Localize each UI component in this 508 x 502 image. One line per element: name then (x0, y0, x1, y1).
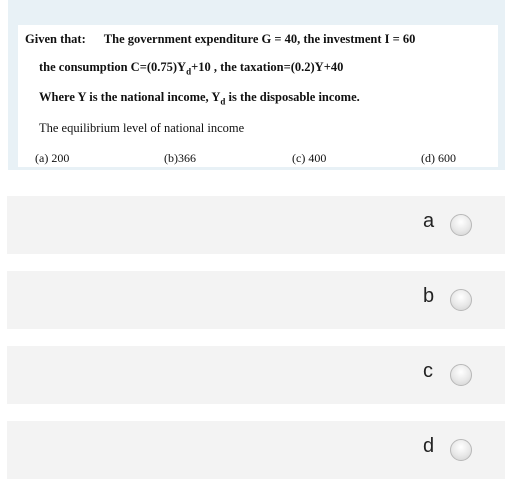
answer-label-d: d (423, 435, 435, 457)
radio-button-c[interactable] (450, 364, 472, 386)
radio-button-b[interactable] (450, 289, 472, 311)
definition-text-end: is the disposable income. (225, 90, 360, 104)
answer-option-c[interactable] (7, 346, 505, 404)
given-label: Given that: (25, 32, 86, 46)
option-d-text: (d) 600 (421, 151, 456, 165)
answer-option-a[interactable] (7, 196, 505, 254)
radio-button-d[interactable] (450, 439, 472, 461)
radio-button-a[interactable] (450, 214, 472, 236)
answer-label-c: c (423, 360, 433, 382)
question-prompt: The equilibrium level of national income (39, 121, 245, 135)
answer-label-b: b (423, 285, 435, 307)
consumption-subscript: d (186, 66, 192, 77)
option-a-text: (a) 200 (35, 151, 70, 165)
answer-option-b[interactable] (7, 271, 505, 329)
given-values: The government expenditure G = 40, the investment I = 60 (103, 32, 416, 46)
answer-option-d[interactable] (7, 421, 505, 479)
taxation-text: +10 , the taxation=(0.2)Y+40 (191, 60, 344, 74)
definition-text: Where Y is the national income, Y (39, 90, 221, 104)
question-line-given (25, 32, 415, 47)
consumption-text: the consumption C=(0.75)Y (39, 60, 187, 74)
option-c-text: (c) 400 (292, 151, 327, 165)
question-line-consumption (39, 60, 343, 77)
definition-subscript: d (220, 96, 226, 107)
question-card (8, 0, 505, 170)
question-line-definitions (39, 90, 360, 107)
answer-label-a: a (423, 210, 435, 232)
option-b-text: (b)366 (164, 151, 196, 165)
